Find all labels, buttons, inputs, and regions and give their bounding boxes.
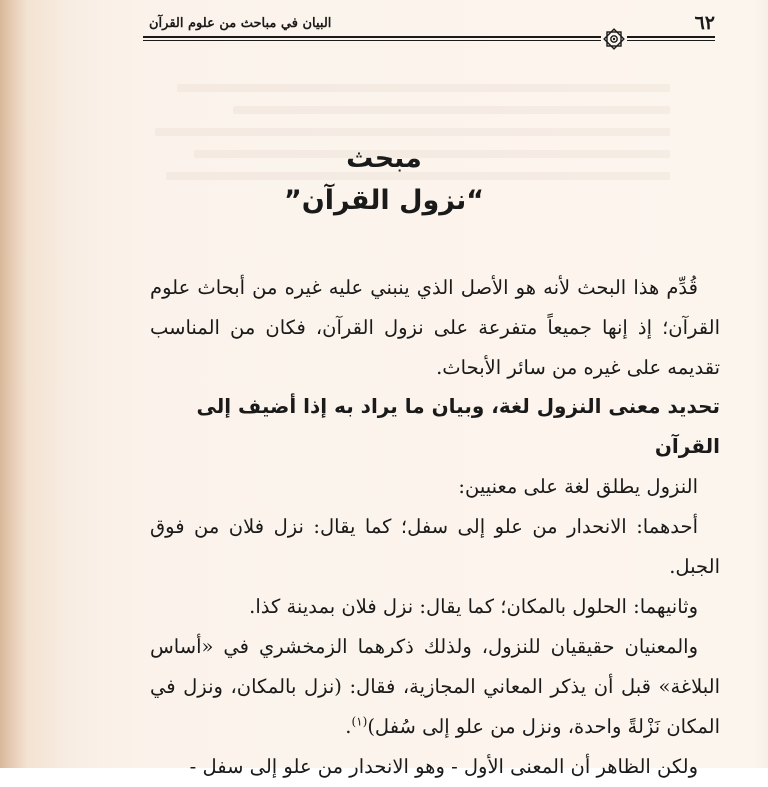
page-edge — [754, 0, 768, 768]
first-meaning: أحدهما: الانحدار من علو إلى سفل؛ كما يقال: نزل فلان من فوق الجبل. — [150, 515, 720, 578]
meanings-block — [150, 467, 720, 787]
second-meaning: وثانيهما: الحلول بالمكان؛ كما يقال: نزل فلان بمدينة كذا. — [249, 595, 698, 618]
intro-paragraph-block — [150, 268, 720, 388]
zamakhshari-text: والمعنيان حقيقيان للنزول، ولذلك ذكرهما الزمخشري في «أساس البلاغة» قبل أن يذكر المعاني المجازية، فقال: (نزل بالمكان، ونزل في المكان نَزْلةً واحدة، ونزل من علو إلى سُفل) — [150, 635, 721, 738]
ornament-icon — [601, 26, 627, 52]
footnote-marker: (١) — [351, 714, 368, 729]
subheading-block — [150, 386, 720, 466]
section-label: مبحث — [346, 143, 422, 174]
intro-paragraph: قُدِّم هذا البحث لأنه هو الأصل الذي ينبني عليه غيره من أبحاث علوم القرآن؛ إذ إنها جميعاً متفرعة على نزول القرآن، فكان من المناسب تقديمه على غيره من سائر الأبحاث. — [150, 276, 720, 379]
header-rule-thin — [143, 40, 715, 41]
binding-shadow — [0, 0, 26, 768]
header-rule — [143, 36, 715, 38]
running-title: البيان في مباحث من علوم القرآن — [149, 16, 332, 31]
page-number: ٦٢ — [694, 12, 715, 34]
meanings-intro: النزول يطلق لغة على معنيين: — [458, 475, 698, 498]
subheading: تحديد معنى النزول لغة، وبيان ما يراد به إذا أضيف إلى القرآن — [196, 394, 720, 458]
section-title: “نزول القرآن” — [284, 185, 484, 216]
zamakhshari-paragraph: والمعنيان حقيقيان للنزول، ولذلك ذكرهما الزمخشري في «أساس البلاغة» قبل أن يذكر المعاني المجازية، فقال: (نزل بالمكان، ونزل في المكان نَزْلةً واحدة، ونزل من علو إلى سُفل)$^{(١)}$. — [150, 635, 721, 738]
running-header — [143, 10, 715, 48]
final-line: ولكن الظاهر أن المعنى الأول - وهو الانحدار من علو إلى سفل - — [189, 755, 698, 778]
